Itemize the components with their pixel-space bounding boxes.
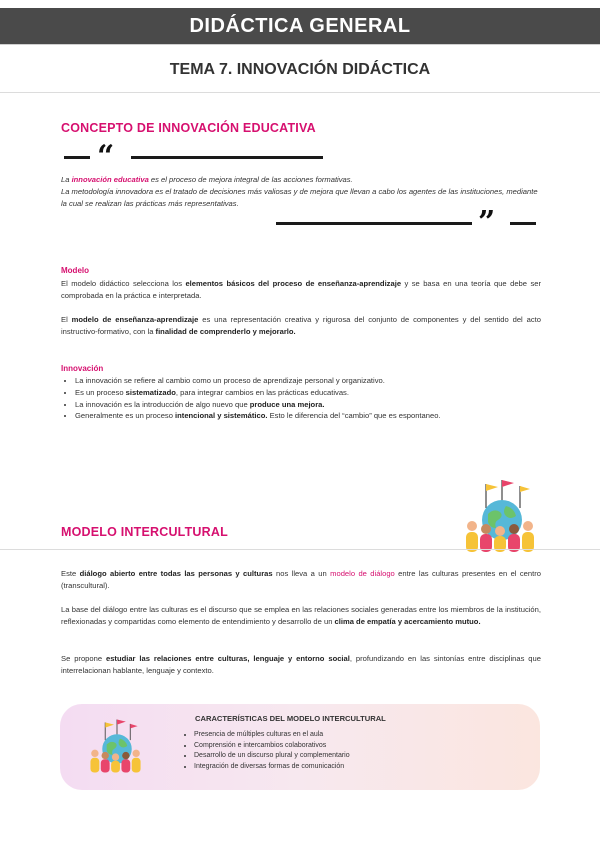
list-item: • La innovación es la introducción de algo nuevo que produce una mejora. (75, 399, 555, 411)
topic-title: TEMA 7. INNOVACIÓN DIDÁCTICA (169, 61, 431, 78)
intercultural-paragraph-2: La base del diálogo entre las culturas es el discurso que se emplea en las relaciones sociales generadas entre los miembros de la institución, reflexionadas y compartidas como elemento de entendimiento y desarrollo de un clima de empatía y acercamiento mutuo. (61, 605, 541, 626)
innovation-list (61, 375, 555, 422)
list-item: • La innovación se refiere al cambio como un proceso de aprendizaje personal y organizativo. (75, 375, 555, 387)
box-title: CARACTERÍSTICAS DEL MODELO INTERCULTURAL (195, 714, 386, 723)
quote-text: La innovación educativa es el proceso de mejora integral de las acciones formativas. La metodología innovadora es el tratado de decisiones más valiosas y de mejora que llevan a cabo los agentes de las instituciones, mediante la cual se realizan las prácticas más representativas. (61, 175, 538, 208)
section-title-innovation: CONCEPTO DE INNOVACIÓN EDUCATIVA (61, 121, 316, 135)
quote-rule (510, 222, 536, 225)
subheading-modelo: Modelo (61, 266, 89, 275)
intercultural-paragraph-3: Se propone estudiar las relaciones entre culturas, lenguaje y entorno social, profundizando en las sintonías entre disciplinas que interrelacionan hablante, lenguaje y contexto. (61, 654, 541, 675)
divider (0, 44, 600, 45)
list-item: • Es un proceso sistematizado, para integrar cambios en las prácticas educativas. (75, 387, 555, 399)
divider (0, 92, 600, 93)
list-item: • Integración de diversas formas de comunicación (194, 762, 350, 773)
close-quote-icon: ” (478, 205, 496, 240)
globe-people-icon (460, 478, 544, 554)
quote-rule (64, 156, 90, 159)
quote-rule (276, 222, 472, 225)
list-item: • Desarrollo de un discurso plural y complementario (194, 751, 350, 762)
subheading-innovacion: Innovación (61, 364, 104, 373)
document-title: DIDÁCTICA GENERAL (0, 8, 600, 44)
modelo-paragraph-1: El modelo didáctico selecciona los elementos básicos del proceso de enseñanza-aprendizaje y se basa en una teoría que debe ser comprobada en la práctica e interpretada. (61, 279, 541, 300)
list-item: • Comprensión e intercambios colaborativos (194, 741, 350, 752)
quote-rule (131, 156, 323, 159)
modelo-paragraph-2: El modelo de enseñanza-aprendizaje es una representación creativa y rigurosa del conjunto de componentes y del sentido del acto instructivo-formativo, con la finalidad de comprenderlo y mejorarlo. (61, 315, 541, 336)
intercultural-paragraph-1: Este diálogo abierto entre todas las personas y culturas nos lleva a un modelo de diálogo entre las culturas presentes en el centro (transcultural). (61, 569, 541, 590)
section-title-intercultural: MODELO INTERCULTURAL (61, 525, 228, 539)
globe-people-icon (86, 718, 148, 774)
divider (0, 549, 600, 550)
characteristics-list (182, 730, 350, 772)
list-item: • Generalmente es un proceso intencional y sistemático. Esto le diferencia del “cambio” que es espontaneo. (75, 410, 555, 422)
open-quote-icon: “ (97, 139, 115, 174)
list-item: • Presencia de múltiples culturas en el aula (194, 730, 350, 741)
